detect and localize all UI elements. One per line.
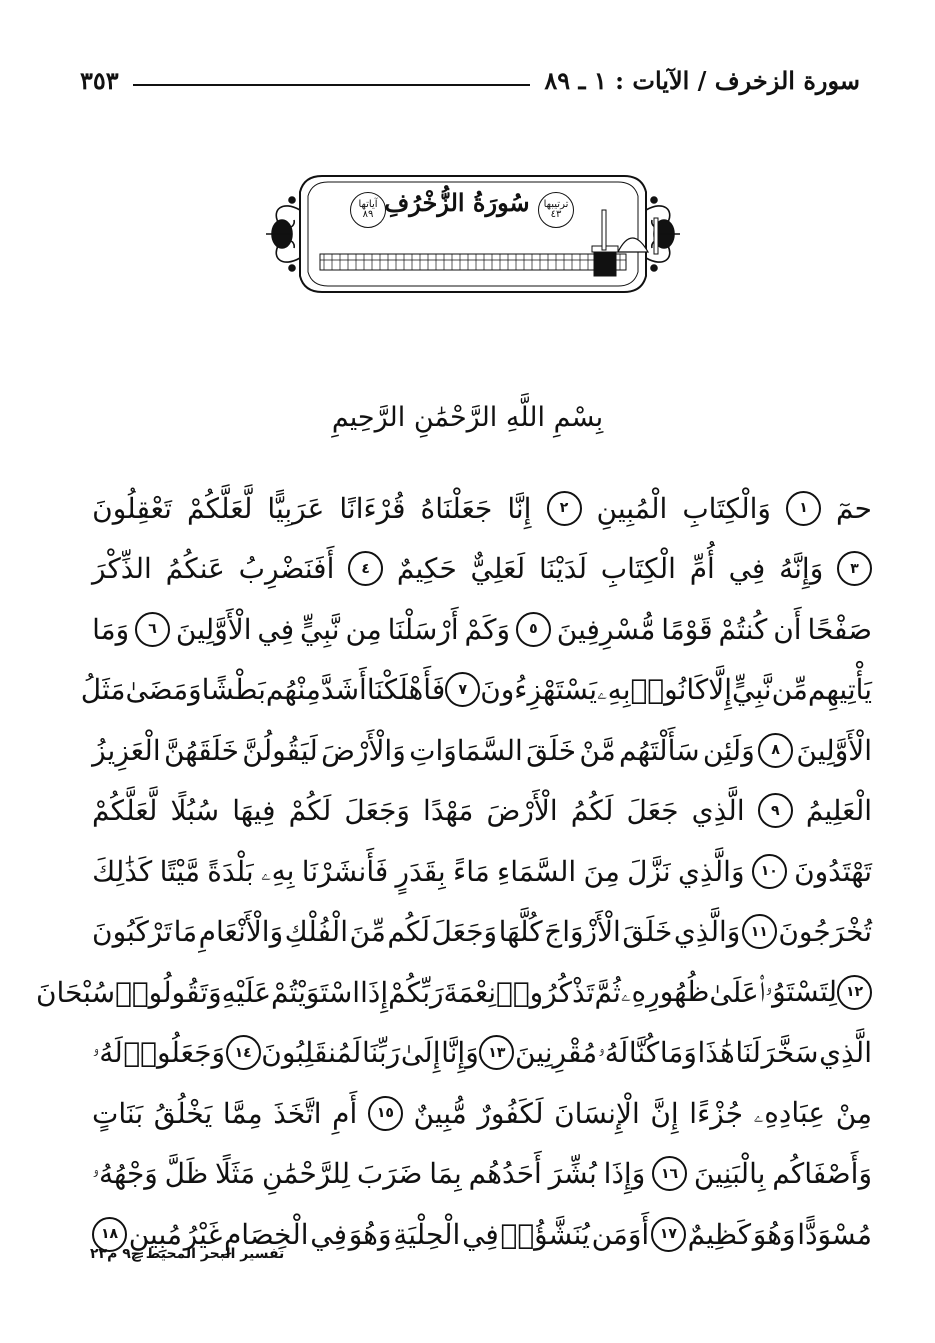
- verse-word: خَلَقَهُنَّ: [163, 733, 239, 767]
- verse-word: مُسْوَدًّا: [797, 1217, 872, 1251]
- verse-number-marker: ١٤: [226, 1035, 261, 1070]
- verse-number-marker: ٨: [758, 733, 793, 768]
- page-number: ٣٥٣: [80, 65, 119, 95]
- verse-number-marker: ٩: [758, 793, 793, 828]
- verse-word: فِي: [310, 1217, 347, 1251]
- verse-word: وَكَمْ: [464, 612, 511, 646]
- verse-line: [92, 1144, 872, 1205]
- verse-word: حَكِيمٌ: [396, 552, 457, 586]
- verse-count-badge: [350, 192, 386, 228]
- verse-word: الْفُلْكِ: [284, 915, 348, 949]
- verse-word: قَوْمًا: [661, 612, 713, 646]
- verse-line: [35, 962, 872, 1023]
- verse-word: إِنَّا: [507, 491, 532, 525]
- verse-word: رَبِّنَا: [361, 1036, 401, 1070]
- surah-order-badge: [538, 192, 574, 228]
- verse-word: لَّعَلَّكُمْ: [186, 491, 253, 525]
- verse-word: فِيهَا: [232, 794, 276, 828]
- verse-word: إِذَا: [360, 975, 389, 1009]
- verse-word: مَّنْ: [579, 733, 616, 767]
- verse-number-marker: ١٢: [837, 975, 872, 1010]
- verse-word: كَانُوا۟: [630, 673, 709, 707]
- verse-number-marker: ١٨: [92, 1217, 127, 1252]
- verse-word: إِنَّ: [650, 1096, 679, 1130]
- verse-word: إِلَىٰ: [400, 1036, 441, 1070]
- verse-word: وَتَقُولُوا۟: [115, 975, 222, 1009]
- verse-word: سُبُلًا: [170, 794, 220, 828]
- verse-word: لَكُمْ: [288, 794, 332, 828]
- verse-word: تَذْكُرُوا۟: [496, 975, 595, 1009]
- verse-word: بَنَاتٍ: [92, 1096, 144, 1130]
- verse-word: فِي: [728, 552, 766, 586]
- verse-word: اسْتَوَيْتُمْ: [271, 975, 361, 1009]
- verse-word: حمٓ: [836, 491, 872, 525]
- verse-word: كَظِيمٌ: [687, 1217, 752, 1251]
- verse-word: أَن: [773, 612, 802, 646]
- verse-word: مُقْرِنِينَ: [514, 1036, 598, 1070]
- verse-word: وَجَعَلَ: [344, 794, 410, 828]
- verse-word: سَأَلْتَهُم: [619, 733, 700, 767]
- signature-footer: تفسير البحر المحيط ج٩ م٢٣: [90, 1246, 285, 1262]
- verse-word: الَّذِي: [819, 1036, 872, 1070]
- verse-word: ظَلَّ: [164, 1157, 209, 1191]
- verse-word: السَّمَاوَاتِ: [409, 733, 523, 767]
- basmala: بِسْمِ اللَّهِ الرَّحْمَٰنِ الرَّحِيمِ: [331, 402, 604, 433]
- verse-word: مَّيْتًا: [159, 854, 200, 888]
- surah-banner: [262, 170, 684, 298]
- verse-number-marker: ١٠: [752, 854, 787, 889]
- verses-value: ٨٩: [362, 209, 374, 220]
- order-value: ٤٣: [550, 209, 562, 220]
- verse-word: يُنَشَّؤُا۟: [500, 1217, 590, 1251]
- verse-word: خَلَقَ: [526, 733, 577, 767]
- verse-word: بِهِۦ: [261, 854, 295, 888]
- verse-word: تَهْتَدُونَ: [794, 854, 872, 888]
- verse-word: عَلَيْهِ: [221, 975, 272, 1009]
- verse-word: أَشَدَّ: [320, 673, 367, 707]
- verse-word: مَاءً: [453, 854, 490, 888]
- verse-word: كَذَٰلِكَ: [92, 854, 153, 888]
- verse-word: وَجَعَلَ: [431, 915, 498, 949]
- verse-word: غَيْرُ: [183, 1217, 223, 1251]
- running-header: [80, 60, 860, 100]
- verse-word: فَأَهْلَكْنَا: [366, 673, 446, 707]
- verse-word: مَثَلُ: [80, 673, 126, 707]
- verse-word: لَيَقُولُنَّ: [242, 733, 318, 767]
- verse-word: بِقَدَرٍ: [395, 854, 446, 888]
- verse-word: مِمَّا: [222, 1096, 263, 1130]
- verse-word: عِبَادِهِۦ: [753, 1096, 826, 1130]
- verse-word: الْعَزِيزُ: [92, 733, 161, 767]
- verse-word: لَكُم: [387, 915, 430, 949]
- verse-word: تَعْقِلُونَ: [92, 491, 172, 525]
- verse-word: فِي: [257, 612, 295, 646]
- verse-word: بِمَا: [429, 1157, 462, 1191]
- verse-word: مَثَلًا: [214, 1157, 256, 1191]
- verse-word: لَهُۥ: [597, 1035, 629, 1069]
- verse-word: وَأَصْفَاكُم: [772, 1157, 872, 1191]
- verse-word: كُنتُمْ: [718, 612, 768, 646]
- verse-line: [92, 902, 872, 963]
- verse-word: لِلرَّحْمَٰنِ: [261, 1157, 350, 1191]
- verse-word: وَمَا: [92, 612, 130, 646]
- verse-word: الْمُبِينِ: [596, 491, 668, 525]
- verse-number-marker: ٥: [516, 612, 551, 647]
- verse-word: وَإِذَا: [603, 1157, 646, 1191]
- verse-word: يَخْلُقُ: [153, 1096, 213, 1130]
- verse-number-marker: ٧: [445, 672, 480, 707]
- verse-word: لَهُۥ: [92, 1035, 123, 1069]
- verse-line: [92, 1023, 872, 1084]
- verse-word: وَالْأَرْضَ: [321, 733, 406, 767]
- verse-word: لَكَفُورٌ: [477, 1096, 544, 1130]
- verse-word: أُمِّ: [689, 552, 715, 586]
- verse-word: وَجْهُهُۥ: [92, 1156, 158, 1190]
- verse-number-marker: ٤: [348, 551, 383, 586]
- verse-line: [92, 599, 872, 660]
- verse-word: نَّبِيٍّ: [299, 612, 340, 646]
- verse-line: [92, 720, 872, 781]
- verse-word: وَالْكِتَابِ: [682, 491, 771, 525]
- verse-word: وَهُوَ: [752, 1217, 796, 1251]
- verse-word: نِعْمَةَ: [443, 975, 497, 1009]
- order-label: ترتيبها: [543, 198, 569, 210]
- verse-word: وَإِنَّهُ: [779, 552, 824, 586]
- verse-word: أَوَمَن: [591, 1217, 650, 1251]
- verse-number-marker: ٦: [135, 612, 170, 647]
- verse-word: لَّعَلَّكُمْ: [92, 794, 158, 828]
- verse-word: خَلَقَ: [622, 915, 673, 949]
- verse-word: وَالَّذِي: [678, 854, 745, 888]
- right-ornament: [646, 197, 680, 271]
- verse-word: تُخْرَجُونَ: [778, 915, 872, 949]
- verse-word: ضَرَبَ: [356, 1157, 423, 1191]
- verse-word: مُّسْرِفِينَ: [556, 612, 656, 646]
- verse-word: مِنْهُم: [265, 673, 321, 707]
- verse-word: رَبِّكُمْ: [388, 975, 444, 1009]
- verse-word: لِتَسْتَوُۥا۟: [758, 975, 837, 1009]
- verse-word: وَإِنَّا: [441, 1036, 479, 1070]
- verse-word: وَالْأَنْعَامِ: [198, 915, 284, 949]
- verse-number-marker: ١٣: [479, 1035, 514, 1070]
- verse-word: عَلَىٰ: [709, 975, 759, 1009]
- verse-word: الذِّكْرَ: [92, 552, 152, 586]
- verse-word: مُبِينٍ: [128, 1217, 182, 1251]
- verse-number-marker: ٣: [837, 551, 872, 586]
- verse-word: ثُمَّ: [594, 975, 621, 1009]
- verse-word: بَلْدَةً: [207, 854, 254, 888]
- verse-line: [92, 841, 872, 902]
- verse-number-marker: ١١: [742, 914, 777, 949]
- verse-word: لَدَيْنَا: [538, 552, 587, 586]
- verse-word: الْكِتَابِ: [600, 552, 676, 586]
- running-header-title: سورة الزخرف / الآيات : ١ ـ ٨٩: [544, 65, 860, 95]
- verse-word: الْأَرْضَ: [486, 794, 558, 828]
- verse-word: الْإِنسَانَ: [554, 1096, 640, 1130]
- verse-line: [92, 781, 872, 842]
- verse-word: أَفَنَضْرِبُ: [238, 552, 335, 586]
- verse-number-marker: ١٧: [651, 1217, 686, 1252]
- verse-word: بُشِّرَ: [548, 1157, 597, 1191]
- verse-word: وَالَّذِي: [673, 915, 741, 949]
- verse-number-marker: ١: [786, 491, 821, 526]
- verse-word: يَأْتِيهِم: [807, 673, 872, 707]
- verse-word: نَّبِيٍّ: [731, 673, 772, 707]
- verse-word: مِّنَ: [349, 915, 386, 949]
- verse-word: مِن: [345, 612, 382, 646]
- verse-word: لَمُنقَلِبُونَ: [261, 1036, 362, 1070]
- verse-word: مُّبِينٌ: [413, 1096, 467, 1130]
- verse-word: يَسْتَهْزِءُونَ: [480, 673, 598, 707]
- verse-word: ظُهُورِهِۦ: [620, 975, 710, 1009]
- verse-word: أَرْسَلْنَا: [387, 612, 459, 646]
- verse-word: لَنَا: [735, 1036, 761, 1070]
- verse-word: أَمِ: [332, 1096, 358, 1130]
- verse-word: جَعَلَ: [626, 794, 679, 828]
- verse-word: الْعَلِيمُ: [805, 794, 872, 828]
- verse-word: أَحَدُهُم: [468, 1157, 542, 1191]
- verse-word: الْأَزْوَاجَ: [544, 915, 621, 949]
- verse-word: كُلَّهَا: [498, 915, 543, 949]
- verse-word: مَهْدًا: [423, 794, 474, 828]
- verse-word: قُرْءَانًا: [339, 491, 406, 525]
- verse-word: مِنْ: [835, 1096, 872, 1130]
- verse-word: إِلَّا: [708, 673, 732, 707]
- verse-word: عَنكُمُ: [165, 552, 225, 586]
- verse-word: مِّن: [771, 673, 808, 707]
- verses-label: آياتها: [358, 198, 378, 210]
- left-ornament: [266, 197, 300, 271]
- verse-word: كُنَّا: [628, 1036, 660, 1070]
- verse-line: [80, 660, 872, 721]
- verse-word: بِالْبَنِينَ: [693, 1157, 766, 1191]
- verse-word: سَخَّرَ: [761, 1036, 819, 1070]
- verse-word: الْأَوَّلِينَ: [175, 612, 252, 646]
- verse-word: فِي: [462, 1217, 499, 1251]
- verse-word: وَمَضَىٰ: [125, 673, 202, 707]
- verse-word: السَّمَاءِ: [497, 854, 577, 888]
- verse-text-block: [35, 478, 872, 1265]
- verse-word: الَّذِي: [691, 794, 745, 828]
- verse-line: [92, 539, 872, 600]
- verse-line: [92, 478, 872, 539]
- verse-number-marker: ١٥: [368, 1096, 403, 1131]
- verse-word: تَرْكَبُونَ: [92, 915, 173, 949]
- verse-word: صَفْحًا: [807, 612, 872, 646]
- verse-word: وَهُوَ: [348, 1217, 392, 1251]
- verse-word: مَا: [173, 915, 198, 949]
- verse-word: وَلَئِن: [702, 733, 755, 767]
- verse-word: نَزَّلَ: [627, 854, 671, 888]
- header-rule: [133, 84, 531, 86]
- verse-word: الْخِصَامِ: [223, 1217, 309, 1251]
- verse-word: وَمَا: [659, 1036, 697, 1070]
- verse-number-marker: ١٦: [652, 1156, 687, 1191]
- verse-word: الْأَوَّلِينَ: [796, 733, 872, 767]
- verse-word: جَعَلْنَاهُ: [420, 491, 493, 525]
- verse-word: مِنَ: [583, 854, 620, 888]
- verse-line: [92, 1083, 872, 1144]
- verse-word: لَكُمُ: [570, 794, 614, 828]
- verse-number-marker: ٢: [547, 491, 582, 526]
- verse-word: سُبْحَانَ: [35, 975, 116, 1009]
- verse-word: جُزْءًا: [689, 1096, 743, 1130]
- verse-word: الْحِلْيَةِ: [393, 1217, 461, 1251]
- surah-name: سُورَةُ الزُّخْرُفِ: [384, 188, 530, 217]
- verse-word: بِهِۦ: [597, 672, 631, 706]
- verse-word: لَعَلِيٌّ: [470, 552, 526, 586]
- verse-word: فَأَنشَرْنَا: [301, 854, 389, 888]
- verse-word: اتَّخَذَ: [273, 1096, 322, 1130]
- verse-word: هَٰذَا: [697, 1036, 735, 1070]
- verse-word: بَطْشًا: [201, 673, 266, 707]
- verse-word: عَرَبِيًّا: [267, 491, 325, 525]
- verse-word: وَجَعَلُوا۟: [123, 1036, 226, 1070]
